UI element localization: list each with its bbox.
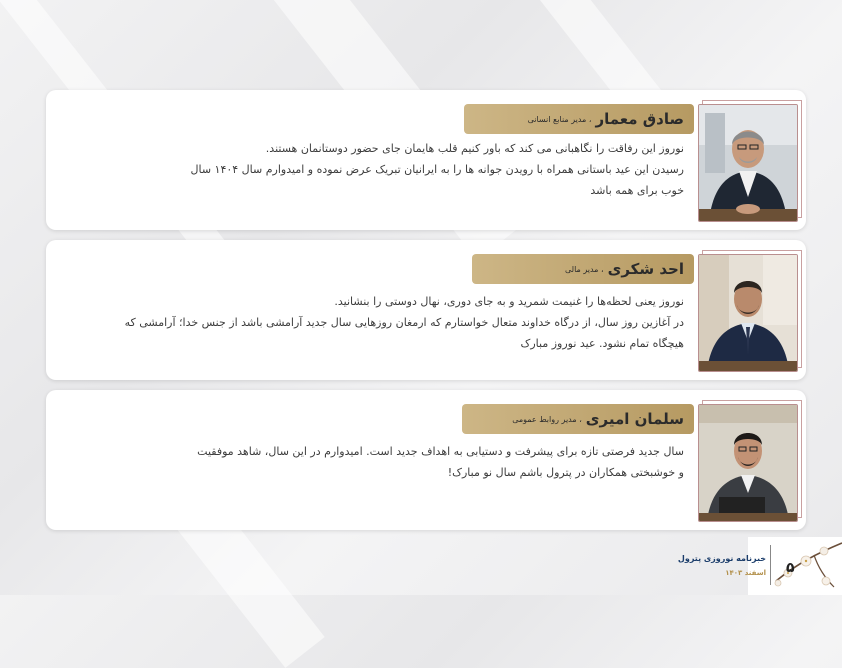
blossom-branch-icon [748,537,842,595]
message-text [54,138,684,201]
message-line: سال جدید فرصتی تازه برای پیشرفت و دستیابی به اهداف جدید است. امیدوارم در این سال، شاهد موفقیت [197,445,684,458]
message-line: رسیدن این عید باستانی همراه با رویدن جوانه ها را به ایرانیان تبریک عرض نموده و امیدوارم سال ۱۴۰۴ سال [190,163,684,176]
message-card [46,240,806,380]
portrait-photo [698,254,798,372]
footer-corner [748,537,842,595]
message-card [46,90,806,230]
newsletter-title: خبرنامه نوروزی پترول [677,554,766,563]
person-name: سلمان امیری [585,410,684,428]
name-banner [472,254,694,284]
message-card [46,390,806,530]
message-line: هیچگاه تمام نشود. عید نوروز مبارک [520,337,684,350]
person-name: احد شکری [607,260,684,278]
message-line: نوروز یعنی لحظه‌ها را غنیمت شمرید و به جای دوری، نهال دوستی را بنشانید. [334,295,684,308]
message-line: در آغازین روز سال، از درگاه خداوند متعال خواستارم که ارمغان روزهایی سال جدید آرامشی باشد از جنس خدا؛ آرامشی که [124,316,684,329]
message-text [54,441,684,483]
page-number: ۵ [786,560,795,576]
message-text [54,291,684,354]
newsletter-date: اسفند ۱۴۰۳ [725,569,766,577]
person-role: ، مدیر روابط عمومی [512,414,582,424]
name-banner [462,404,694,434]
portrait-photo [698,404,798,522]
message-line: نوروز این رفاقت را نگاهبانی می کند که باور کنیم قلب هایمان جای حضور دوستانمان هستند. [265,142,684,155]
message-line: خوب برای همه باشد [590,184,684,197]
message-line: و خوشبختی همکاران در پترول باشم سال نو مبارک! [447,466,684,479]
name-banner [464,104,694,134]
person-role: ، مدیر منابع انسانی [527,114,592,124]
person-name: صادق معمار [595,110,684,128]
person-role: ، مدیر مالی [564,264,604,274]
portrait-photo [698,104,798,222]
footer-divider [770,545,771,585]
